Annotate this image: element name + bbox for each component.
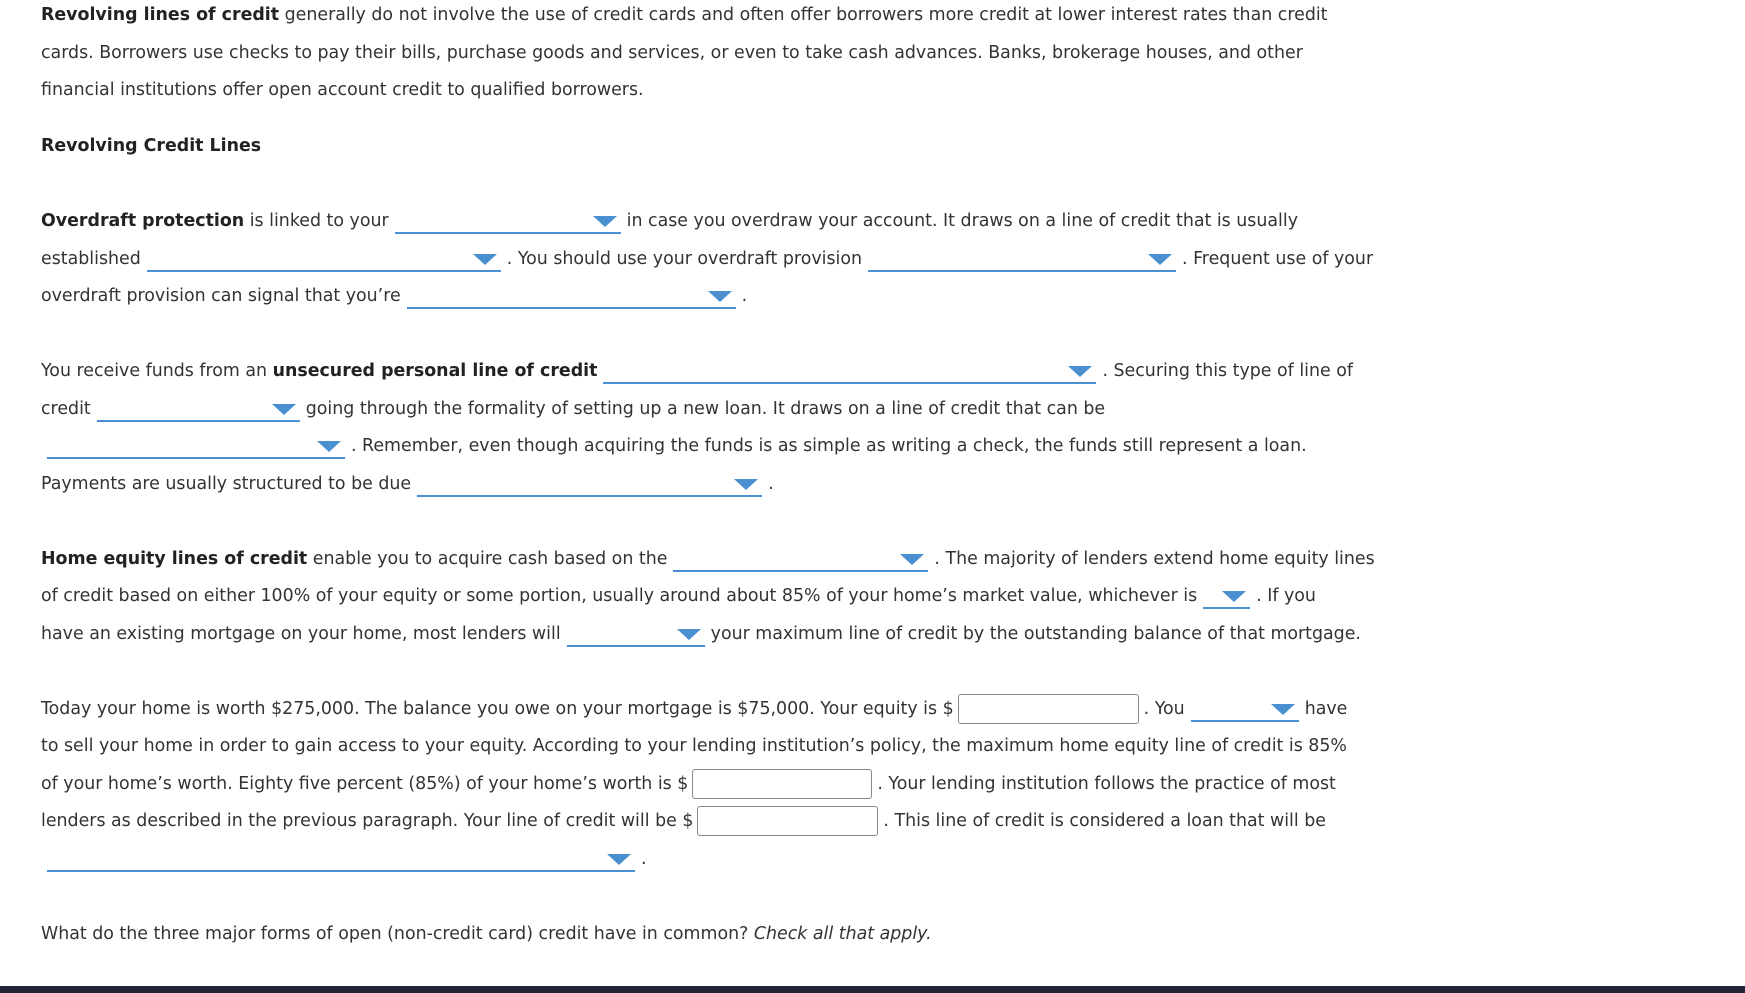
body-text: . You xyxy=(1143,698,1185,719)
caret-down-icon xyxy=(607,854,631,865)
caret-down-icon xyxy=(317,441,341,452)
paragraph-spacer xyxy=(41,316,1745,354)
body-text: of credit based on either 100% of your equity or some portion, usually around about 85% of your home’s market value, whichever is xyxy=(41,586,1198,606)
bold-term: Revolving Credit Lines xyxy=(41,136,262,156)
answer-dropdown-11[interactable] xyxy=(567,621,705,647)
paragraph-spacer xyxy=(41,503,1745,541)
bold-term: Revolving lines of credit xyxy=(41,5,280,25)
body-text: What do the three major forms of open (non-credit card) credit have in common? xyxy=(41,923,754,944)
text-line xyxy=(41,616,1745,654)
body-text: lenders as described in the previous paragraph. Your line of credit will be $ xyxy=(41,811,694,831)
text-line xyxy=(41,128,1745,166)
text-line xyxy=(41,35,1745,73)
body-text: . Securing this type of line of xyxy=(1102,361,1353,381)
body-text: . xyxy=(768,473,774,494)
answer-input-1[interactable] xyxy=(958,694,1139,724)
body-text: in case you overdraw your account. It draws on a line of credit that is usually xyxy=(626,211,1298,231)
answer-dropdown-10[interactable] xyxy=(1203,583,1250,609)
caret-down-icon xyxy=(900,554,924,565)
caret-down-icon xyxy=(708,291,732,302)
body-text: . xyxy=(641,848,647,869)
answer-dropdown-6[interactable] xyxy=(97,396,300,422)
body-text: credit xyxy=(41,398,91,419)
caret-down-icon xyxy=(1271,704,1295,715)
answer-dropdown-5[interactable] xyxy=(603,358,1096,384)
text-line xyxy=(41,578,1745,616)
body-text: . This line of credit is considered a loan that will be xyxy=(883,811,1326,831)
body-text: . Your lending institution follows the practice of most xyxy=(877,773,1336,794)
caret-down-icon xyxy=(593,216,617,227)
body-text: is linked to your xyxy=(244,211,389,231)
text-line xyxy=(41,0,1745,35)
body-text: established xyxy=(41,248,141,269)
body-text: . The majority of lenders extend home equity lines xyxy=(934,548,1375,569)
body-text: your maximum line of credit by the outstanding balance of that mortgage. xyxy=(710,623,1361,644)
text-line xyxy=(41,841,1745,879)
body-text: going through the formality of setting up a new loan. It draws on a line of credit that can be xyxy=(305,398,1106,419)
answer-dropdown-1[interactable] xyxy=(395,208,621,234)
body-text: Payments are usually structured to be due xyxy=(41,473,412,494)
answer-input-2[interactable] xyxy=(692,769,872,799)
text-line xyxy=(41,428,1745,466)
body-text: . If you xyxy=(1256,586,1316,606)
caret-down-icon xyxy=(677,629,701,640)
body-text: . You should use your overdraft provision xyxy=(506,248,863,269)
text-line xyxy=(41,278,1745,316)
caret-down-icon xyxy=(1068,366,1092,377)
text-line xyxy=(41,72,1745,110)
body-text: cards. Borrowers use checks to pay their bills, purchase goods and services, or even to take cash advances. Banks, brokerage houses, and other xyxy=(41,42,1303,63)
text-line xyxy=(41,353,1745,391)
answer-dropdown-7[interactable] xyxy=(47,433,345,459)
text-line xyxy=(41,466,1745,504)
body-text: You receive funds from an xyxy=(41,361,273,381)
bold-term: unsecured personal line of credit xyxy=(272,361,598,381)
text-line xyxy=(41,391,1745,429)
body-text: have an existing mortgage on your home, most lenders will xyxy=(41,623,561,644)
text-line xyxy=(41,766,1745,804)
caret-down-icon xyxy=(473,254,497,265)
caret-down-icon xyxy=(1148,254,1172,265)
caret-down-icon xyxy=(272,404,296,415)
body-text: financial institutions offer open account credit to qualified borrowers. xyxy=(41,80,644,100)
answer-input-3[interactable] xyxy=(697,806,878,836)
text-line xyxy=(41,541,1745,579)
paragraph-spacer xyxy=(41,166,1745,204)
text-line xyxy=(41,691,1745,729)
question-content xyxy=(41,0,1745,953)
bold-term: Overdraft protection xyxy=(41,211,245,231)
text-line xyxy=(41,803,1745,841)
paragraph-spacer xyxy=(41,110,1745,129)
body-text: overdraft provision can signal that you’re xyxy=(41,286,401,306)
body-text: have xyxy=(1304,698,1348,719)
body-text: of your home’s worth. Eighty five percent (85%) of your home’s worth is $ xyxy=(41,773,689,794)
answer-dropdown-9[interactable] xyxy=(673,546,928,572)
instruction-text: Check all that apply. xyxy=(753,923,932,944)
caret-down-icon xyxy=(1222,591,1246,602)
body-text: enable you to acquire cash based on the xyxy=(307,548,668,569)
answer-dropdown-13[interactable] xyxy=(47,846,635,872)
body-text: generally do not involve the use of credit cards and often offer borrowers more credit at lower interest rates than credit xyxy=(279,5,1328,25)
bottom-bar xyxy=(0,986,1745,993)
caret-down-icon xyxy=(734,479,758,490)
body-text: . Remember, even though acquiring the funds is as simple as writing a check, the funds still represent a loan. xyxy=(351,436,1307,456)
paragraph-spacer xyxy=(41,878,1745,916)
body-text: Today your home is worth $275,000. The balance you owe on your mortgage is $75,000. Your equity is $ xyxy=(41,698,954,719)
body-text: to sell your home in order to gain access to your equity. According to your lending institution’s policy, the maximum home equity line of credit is 85% xyxy=(41,736,1347,756)
answer-dropdown-2[interactable] xyxy=(147,246,501,272)
body-text: . Frequent use of your xyxy=(1182,248,1374,269)
text-line xyxy=(41,728,1745,766)
paragraph-spacer xyxy=(41,653,1745,691)
answer-dropdown-8[interactable] xyxy=(417,471,762,497)
bold-term: Home equity lines of credit xyxy=(41,548,308,569)
answer-dropdown-12[interactable] xyxy=(1191,696,1299,722)
text-line xyxy=(41,203,1745,241)
answer-dropdown-4[interactable] xyxy=(407,283,736,309)
answer-dropdown-3[interactable] xyxy=(868,246,1176,272)
body-text: . xyxy=(741,286,748,306)
text-line xyxy=(41,241,1745,279)
text-line xyxy=(41,916,1745,954)
